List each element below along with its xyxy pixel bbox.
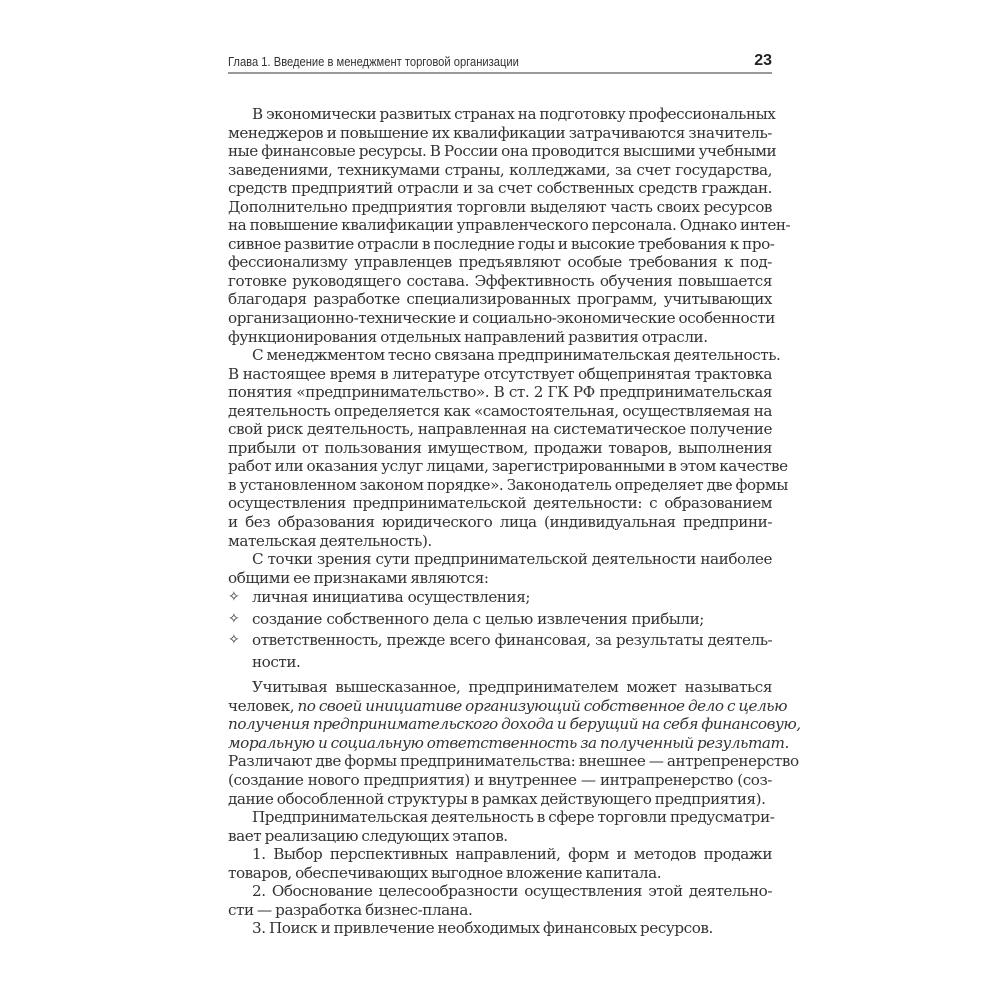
text-line: функционирования отдельных направлений развития отрасли. xyxy=(228,327,708,346)
paragraph xyxy=(228,346,788,550)
text-line: ные финансовые ресурсы. В России она проводится высшими учебными xyxy=(228,142,777,161)
text-line: 2. Обоснование целесообразности осуществления этой деятельно- xyxy=(252,882,772,901)
text-line: 3. Поиск и привлечение необходимых финансовых ресурсов. xyxy=(252,919,713,938)
text-line: В экономически развитых странах на подготовку профессиональных xyxy=(252,105,776,123)
paragraph xyxy=(228,882,772,919)
paragraph xyxy=(228,550,772,587)
bullet-spacer xyxy=(228,652,252,674)
text-line: Различают две формы предпринимательства: внешнее — антрепренерство xyxy=(228,752,799,771)
text-line: менеджеров и повышение их квалификации затрачиваются значитель- xyxy=(228,123,772,142)
text-line: осуществления предпринимательской деятельности: с образованием xyxy=(228,494,772,513)
page-body xyxy=(228,105,801,938)
list-item xyxy=(228,587,772,609)
text-line: товаров, обеспечивающих выгодное вложение капитала. xyxy=(228,863,662,882)
text-line: свой риск деятельность, направленная на систематическое получение xyxy=(228,420,772,439)
text-line: (создание нового предприятия) и внутреннее — интрапренерство (соз- xyxy=(228,770,772,789)
bullet-list xyxy=(228,587,772,673)
text-line: средств предприятий отрасли и за счет собственных средств граждан. xyxy=(228,179,772,198)
text-line: сивное развитие отрасли в последние годы и высокие требования к про- xyxy=(228,234,775,253)
text-line: на повышение квалификации управленческого персонала. Однако интен- xyxy=(228,216,791,235)
text-line: организационно-технические и социально-экономические особенности xyxy=(228,309,775,328)
text-line: прибыли от пользования имуществом, продажи товаров, выполнения xyxy=(228,438,772,457)
text-line xyxy=(228,715,801,734)
italic-text: по своей инициативе организующий собственное дело с целью xyxy=(297,696,788,715)
text-line: С точки зрения сути предпринимательской деятельности наиболее xyxy=(252,550,772,569)
page-number: 23 xyxy=(754,52,772,69)
list-item xyxy=(228,652,772,674)
diamond-star-bullet-icon: ✧ xyxy=(228,610,240,627)
paragraph xyxy=(228,678,801,808)
text-line: Учитывая вышесказанное, предпринимателем может называться xyxy=(252,678,772,697)
list-item xyxy=(228,630,772,652)
text-line: дание обособленной структуры в рамках действующего предприятия). xyxy=(228,789,766,808)
text-line: благодаря разработке специализированных программ, учитывающих xyxy=(228,290,772,309)
text-line: мательская деятельность). xyxy=(228,531,432,550)
text-line: вает реализацию следующих этапов. xyxy=(228,826,508,845)
list-item xyxy=(228,609,772,631)
text-line: и без образования юридического лица (индивидуальная предприни- xyxy=(228,513,772,532)
list-item-text: личная инициатива осуществления; xyxy=(252,588,530,607)
text-line: понятия «предпринимательство». В ст. 2 ГК РФ предпринимательская xyxy=(228,383,772,402)
text-line: работ или оказания услуг лицами, зарегистрированными в этом качестве xyxy=(228,457,788,476)
paragraph xyxy=(228,105,791,346)
running-title: Глава 1. Введение в менеджмент торговой организации xyxy=(228,54,519,69)
text-line: заведениями, техникумами страны, колледжами, за счет государства, xyxy=(228,160,772,179)
paragraph xyxy=(228,845,772,882)
text-line: Дополнительно предприятия торговли выделяют часть своих ресурсов xyxy=(228,197,772,216)
text-line: В настоящее время в литературе отсутствует общепринятая трактовка xyxy=(228,364,772,383)
text-line: С менеджментом тесно связана предпринимательская деятельность. xyxy=(252,346,781,365)
list-item-text: ответственность, прежде всего финансовая, за результаты деятель- xyxy=(252,631,773,650)
paragraph xyxy=(228,808,775,845)
text-line: в установленном законом порядке». Законодатель определяет две формы xyxy=(228,475,788,494)
text-line: фессионализму управленцев предъявляют особые требования к под- xyxy=(228,253,772,272)
text-span: человек, xyxy=(228,696,298,715)
diamond-star-bullet-icon: ✧ xyxy=(228,632,240,649)
text-line: сти — разработка бизнес-плана. xyxy=(228,900,473,919)
text-line xyxy=(228,733,789,753)
text-line: деятельность определяется как «самостоятельная, осуществляемая на xyxy=(228,401,772,420)
text-line xyxy=(228,696,788,716)
running-header xyxy=(228,50,772,74)
text-line: общими ее признаками являются: xyxy=(228,568,489,587)
diamond-star-bullet-icon: ✧ xyxy=(228,589,240,606)
list-item-text: ности. xyxy=(252,652,301,671)
italic-text: получения предпринимательского дохода и берущий на себя финансовую, xyxy=(228,715,801,734)
italic-text: моральную и социальную ответственность за полученный результат. xyxy=(228,733,789,752)
list-item-text: создание собственного дела с целью извлечения прибыли; xyxy=(252,609,704,628)
text-line: Предпринимательская деятельность в сфере торговли предусматри- xyxy=(252,808,775,827)
text-line: 1. Выбор перспективных направлений, форм и методов продажи xyxy=(252,845,772,864)
paragraph xyxy=(228,919,772,938)
text-line: готовке руководящего состава. Эффективность обучения повышается xyxy=(228,271,772,290)
